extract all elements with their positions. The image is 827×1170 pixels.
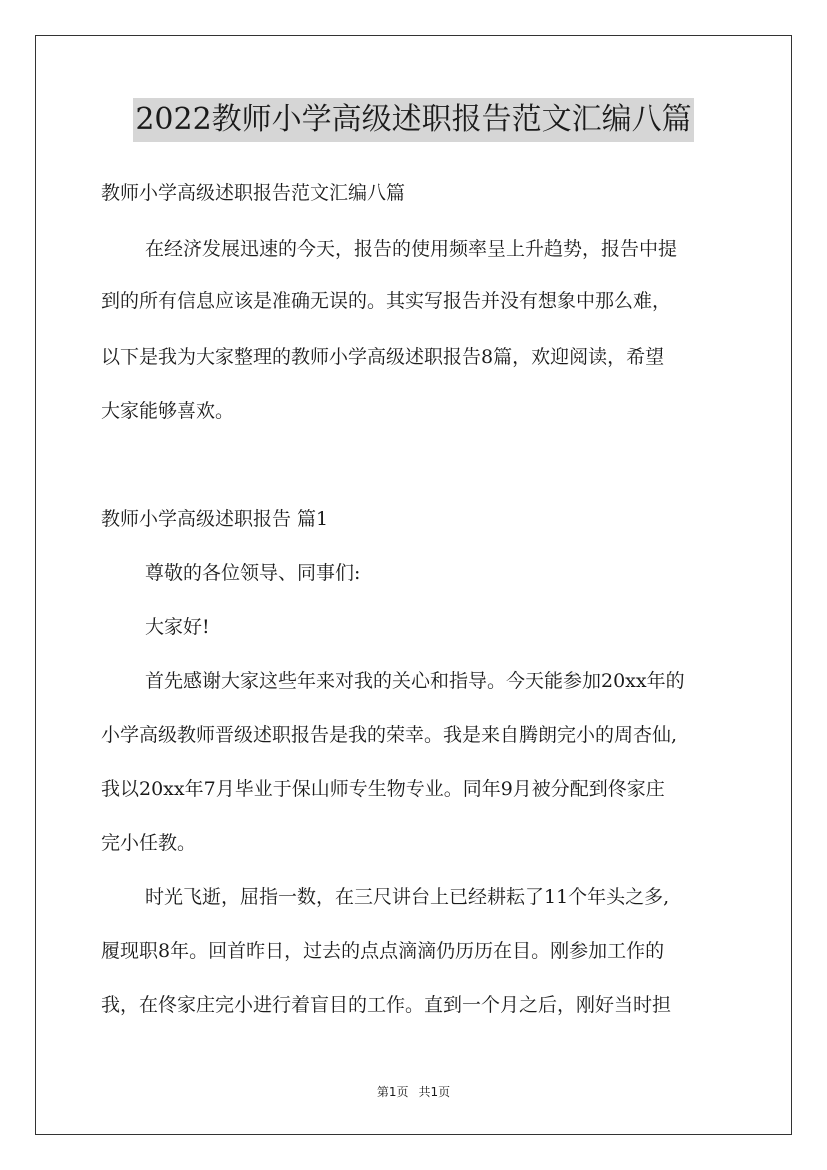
greeting: 尊敬的各位领导、同事们: — [145, 562, 361, 584]
page-number: 第1页 — [376, 1085, 409, 1099]
paragraph-line: 我，在佟家庄完小进行着盲目的工作。直到一个月之后，刚好当时担 — [101, 994, 672, 1016]
paragraph-line: 时光飞逝，屈指一数，在三尺讲台上已经耕耘了11个年头之多, — [145, 886, 670, 908]
intro-line: 到的所有信息应该是准确无误的。其实写报告并没有想象中那么难， — [101, 290, 672, 312]
paragraph-line: 我以20xx年7月毕业于保山师专生物专业。同年9月被分配到佟家庄 — [101, 778, 665, 800]
section-heading: 教师小学高级述职报告 篇1 — [101, 508, 329, 530]
intro-line: 大家能够喜欢。 — [101, 400, 235, 422]
page-total: 共1页 — [418, 1085, 451, 1099]
paragraph-line: 完小任教。 — [101, 832, 197, 854]
paragraph-line: 首先感谢大家这些年来对我的关心和指导。今天能参加20xx年的 — [145, 670, 685, 692]
document-subtitle: 教师小学高级述职报告范文汇编八篇 — [101, 182, 406, 204]
page-footer — [0, 1083, 827, 1100]
document-title: 2022教师小学高级述职报告范文汇编八篇 — [133, 98, 693, 142]
title-container — [0, 98, 827, 142]
paragraph-line: 履现职8年。回首昨日，过去的点点滴滴仍历历在目。刚参加工作的 — [101, 940, 665, 962]
intro-line: 在经济发展迅速的今天，报告的使用频率呈上升趋势，报告中提 — [145, 238, 678, 260]
hello: 大家好! — [145, 616, 210, 638]
intro-line: 以下是我为大家整理的教师小学高级述职报告8篇，欢迎阅读，希望 — [101, 346, 665, 368]
paragraph-line: 小学高级教师晋级述职报告是我的荣幸。我是来自腾朗完小的周杏仙, — [101, 724, 678, 746]
